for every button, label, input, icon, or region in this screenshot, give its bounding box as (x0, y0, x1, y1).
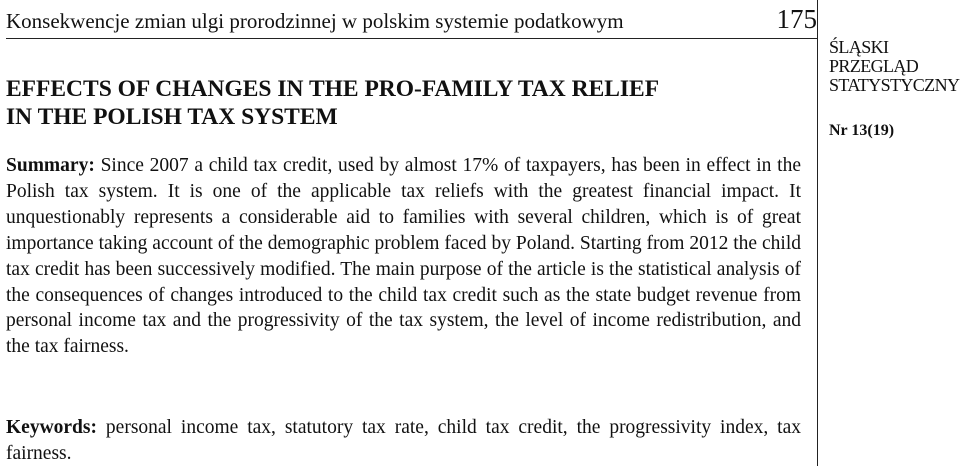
journal-name-line2: PRZEGLĄD (829, 56, 919, 76)
journal-issue: Nr 13(19) (829, 122, 895, 139)
article-title-line2: IN THE POLISH TAX SYSTEM (6, 104, 338, 130)
running-title: Konsekwencje zmian ulgi prorodzinnej w polskim systemie podatkowym (6, 9, 624, 33)
keywords-text: personal income tax, statutory tax rate, child tax credit, the progressivity index, tax fairness. (6, 417, 801, 464)
summary-text: Since 2007 a child tax credit, used by almost 17% of taxpayers, has been in effect in the Polish tax system. It is one of the applicable tax reliefs with the greatest financial impact. It unquestionably represents a considerable aid to families with several children, which is of great importance taking account of the demographic problem faced by Poland. Starting from 2012 the child tax credit has been successively modified. The main purpose of the article is the statistical analysis of the consequences of changes introduced to the child tax credit such as the state budget revenue from personal income tax and the progressivity of the tax system, the level of income redistribution, and the tax fairness. (6, 155, 801, 358)
running-head (6, 4, 817, 35)
page-number: 175 (776, 4, 817, 34)
summary-label: Summary: (6, 155, 95, 176)
keywords-label: Keywords: (6, 417, 97, 438)
journal-name-line3: STATYSTYCZNY (829, 75, 960, 95)
journal-name-line1: ŚLĄSKI (829, 37, 889, 57)
article-title (6, 75, 806, 131)
header-rule (6, 38, 817, 39)
keywords-paragraph (6, 415, 801, 467)
article-title-line1: EFFECTS OF CHANGES IN THE PRO-FAMILY TAX RELIEF (6, 76, 660, 102)
journal-name (829, 38, 959, 95)
summary-paragraph (6, 153, 801, 360)
margin-rule (817, 0, 818, 466)
